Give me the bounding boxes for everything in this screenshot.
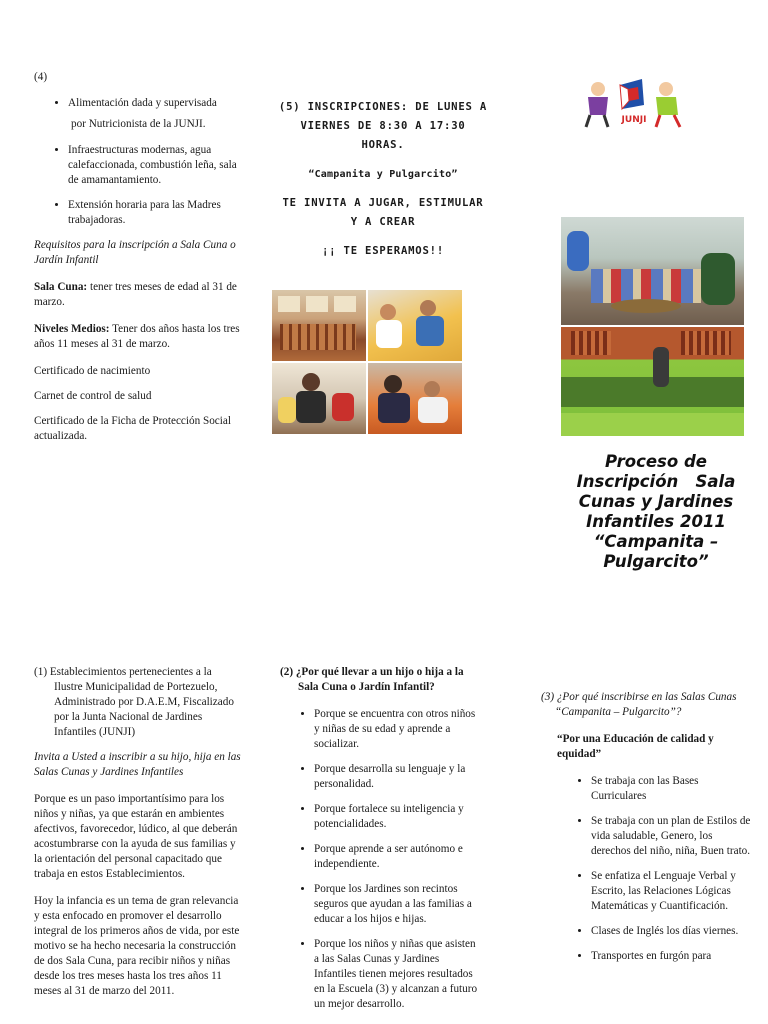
features-list-2 bbox=[54, 143, 242, 228]
list-item: • Se trabaja con las Bases Curriculares bbox=[591, 774, 751, 804]
panel-5 bbox=[272, 98, 494, 261]
classroom-photo bbox=[272, 290, 366, 361]
cover-title bbox=[556, 452, 756, 572]
reasons-list bbox=[300, 707, 480, 1012]
inscripciones-line: (5) INSCRIPCIONES: DE LUNES A bbox=[278, 101, 488, 113]
junji-logo-graphic bbox=[580, 75, 690, 135]
panel-3-question: (3) ¿Por qué inscribirse en las Salas Cunas “Campanita – Pulgarcito”? bbox=[541, 691, 737, 718]
list-item: • Porque los niños y niñas que asisten a las Salas Cunas y Jardines Infantiles tienen mejores resultados en la Escuela (3) y alcanzan a futuro un mejor desarrollo. bbox=[314, 937, 480, 1012]
invite-line: Y A CREAR bbox=[350, 216, 416, 228]
doc-requirement: Certificado de nacimiento bbox=[34, 365, 151, 377]
title-line: Infantiles 2011 bbox=[586, 512, 726, 531]
title-line: Inscripción Sala bbox=[576, 472, 736, 491]
inscripciones-line: VIERNES DE 8:30 A 17:30 bbox=[300, 120, 466, 132]
benefits-list bbox=[577, 774, 751, 964]
requisitos-title: Requisitos para la inscripción a Sala Cuna o Jardín Infantil bbox=[34, 239, 236, 266]
panel-2-question: (2) ¿Por qué llevar a un hijo o hija a la Sala Cuna o Jardín Infantil? bbox=[280, 666, 464, 693]
list-item: • Clases de Inglés los días viernes. bbox=[591, 924, 751, 939]
list-item: • Porque aprende a ser autónomo e independiente. bbox=[314, 842, 480, 872]
list-item: • Infraestructuras modernas, agua calefaccionada, combustión leña, sala de amamantamiento. bbox=[68, 143, 242, 188]
activity-photo bbox=[272, 363, 366, 434]
esperamos-text: ¡¡ TE ESPERAMOS!! bbox=[321, 245, 445, 257]
establishments-item: (1) Establecimientos pertenecientes a la Ilustre Municipalidad de Portezuelo, Administrado por D.A.E.M, Fiscalizado por la Junta Nacional de Jardines Infantiles (JUNJI) bbox=[34, 666, 234, 738]
quality-motto: “Por una Educación de calidad y equidad” bbox=[557, 733, 714, 760]
sala-cuna-requirement: Sala Cuna: tener tres meses de edad al 31 de marzo. bbox=[34, 281, 237, 308]
invite-text: Invita a Usted a inscribir a su hijo, hija en las Salas Cunas y Jardines Infantiles bbox=[34, 751, 241, 778]
title-line: Pulgarcito” bbox=[603, 552, 709, 571]
title-line: Cunas y Jardines bbox=[578, 492, 734, 511]
list-item: • Se enfatiza el Lenguaje Verbal y Escrito, las Relaciones Lógicas Matemáticas y Cuantificación. bbox=[591, 869, 751, 914]
title-line: “Campanita – bbox=[593, 532, 719, 551]
inscripciones-line: HORAS. bbox=[361, 139, 405, 151]
panel-1 bbox=[34, 665, 242, 999]
list-item: • Transportes en furgón para bbox=[591, 949, 751, 964]
panel-2 bbox=[280, 665, 480, 1022]
playtime-photo bbox=[368, 363, 462, 434]
list-item: • Alimentación dada y supervisada bbox=[68, 96, 242, 111]
paragraph: Hoy la infancia es un tema de gran relevancia y esta enfocado en promover el desarrollo integral de los primeros años de vida, por este motivo se ha hecho necesaria la construcción de dos Sala Cuna, para recibir niños y niñas desde los tres meses hasta los tres años 11 meses al 31 de marzo del 2011. bbox=[34, 895, 240, 997]
niveles-requirement: Niveles Medios: Tener dos años hasta los tres años 11 meses al 31 de marzo. bbox=[34, 323, 240, 350]
list-item-continuation: por Nutricionista de la JUNJI. bbox=[71, 118, 206, 130]
children-photo bbox=[368, 290, 462, 361]
garden-photo bbox=[561, 327, 744, 436]
invite-line: TE INVITA A JUGAR, ESTIMULAR bbox=[282, 197, 484, 209]
features-list bbox=[54, 96, 242, 111]
panel-4 bbox=[34, 70, 242, 444]
list-item: • Se trabaja con un plan de Estilos de vida saludable, Genero, los derechos del niño, niña, Buen trato. bbox=[591, 814, 751, 859]
panel-3 bbox=[541, 690, 751, 974]
photo-collage bbox=[272, 290, 462, 434]
classroom-circle-photo bbox=[561, 217, 744, 325]
title-line: Proceso de bbox=[605, 452, 707, 471]
campanita-quote: “Campanita y Pulgarcito” bbox=[308, 169, 458, 180]
doc-requirement: Certificado de la Ficha de Protección Social actualizada. bbox=[34, 415, 231, 442]
list-item: • Porque se encuentra con otros niños y niñas de su edad y aprende a socializar. bbox=[314, 707, 480, 752]
list-item: • Porque los Jardines son recintos seguros que ayudan a las familias a educar a los hijos e hijas. bbox=[314, 882, 480, 927]
doc-requirement: Carnet de control de salud bbox=[34, 390, 152, 402]
paragraph: Porque es un paso importantísimo para los niños y niñas, ya que estarán en ambientes afectivos, favorecedor, lúdico, al que deberán acostumbrarse con la ayuda de sus familias y la orientación del personal capacitado que trabaja en estos Establecimientos. bbox=[34, 793, 238, 880]
list-item: • Extensión horaria para las Madres trabajadoras. bbox=[68, 198, 242, 228]
junji-logo-text: JUNJI bbox=[621, 115, 647, 125]
panel-number: (4) bbox=[34, 71, 48, 83]
junji-logo bbox=[580, 75, 690, 135]
list-item: • Porque desarrolla su lenguaje y la personalidad. bbox=[314, 762, 480, 792]
list-item: • Porque fortalece su inteligencia y potencialidades. bbox=[314, 802, 480, 832]
